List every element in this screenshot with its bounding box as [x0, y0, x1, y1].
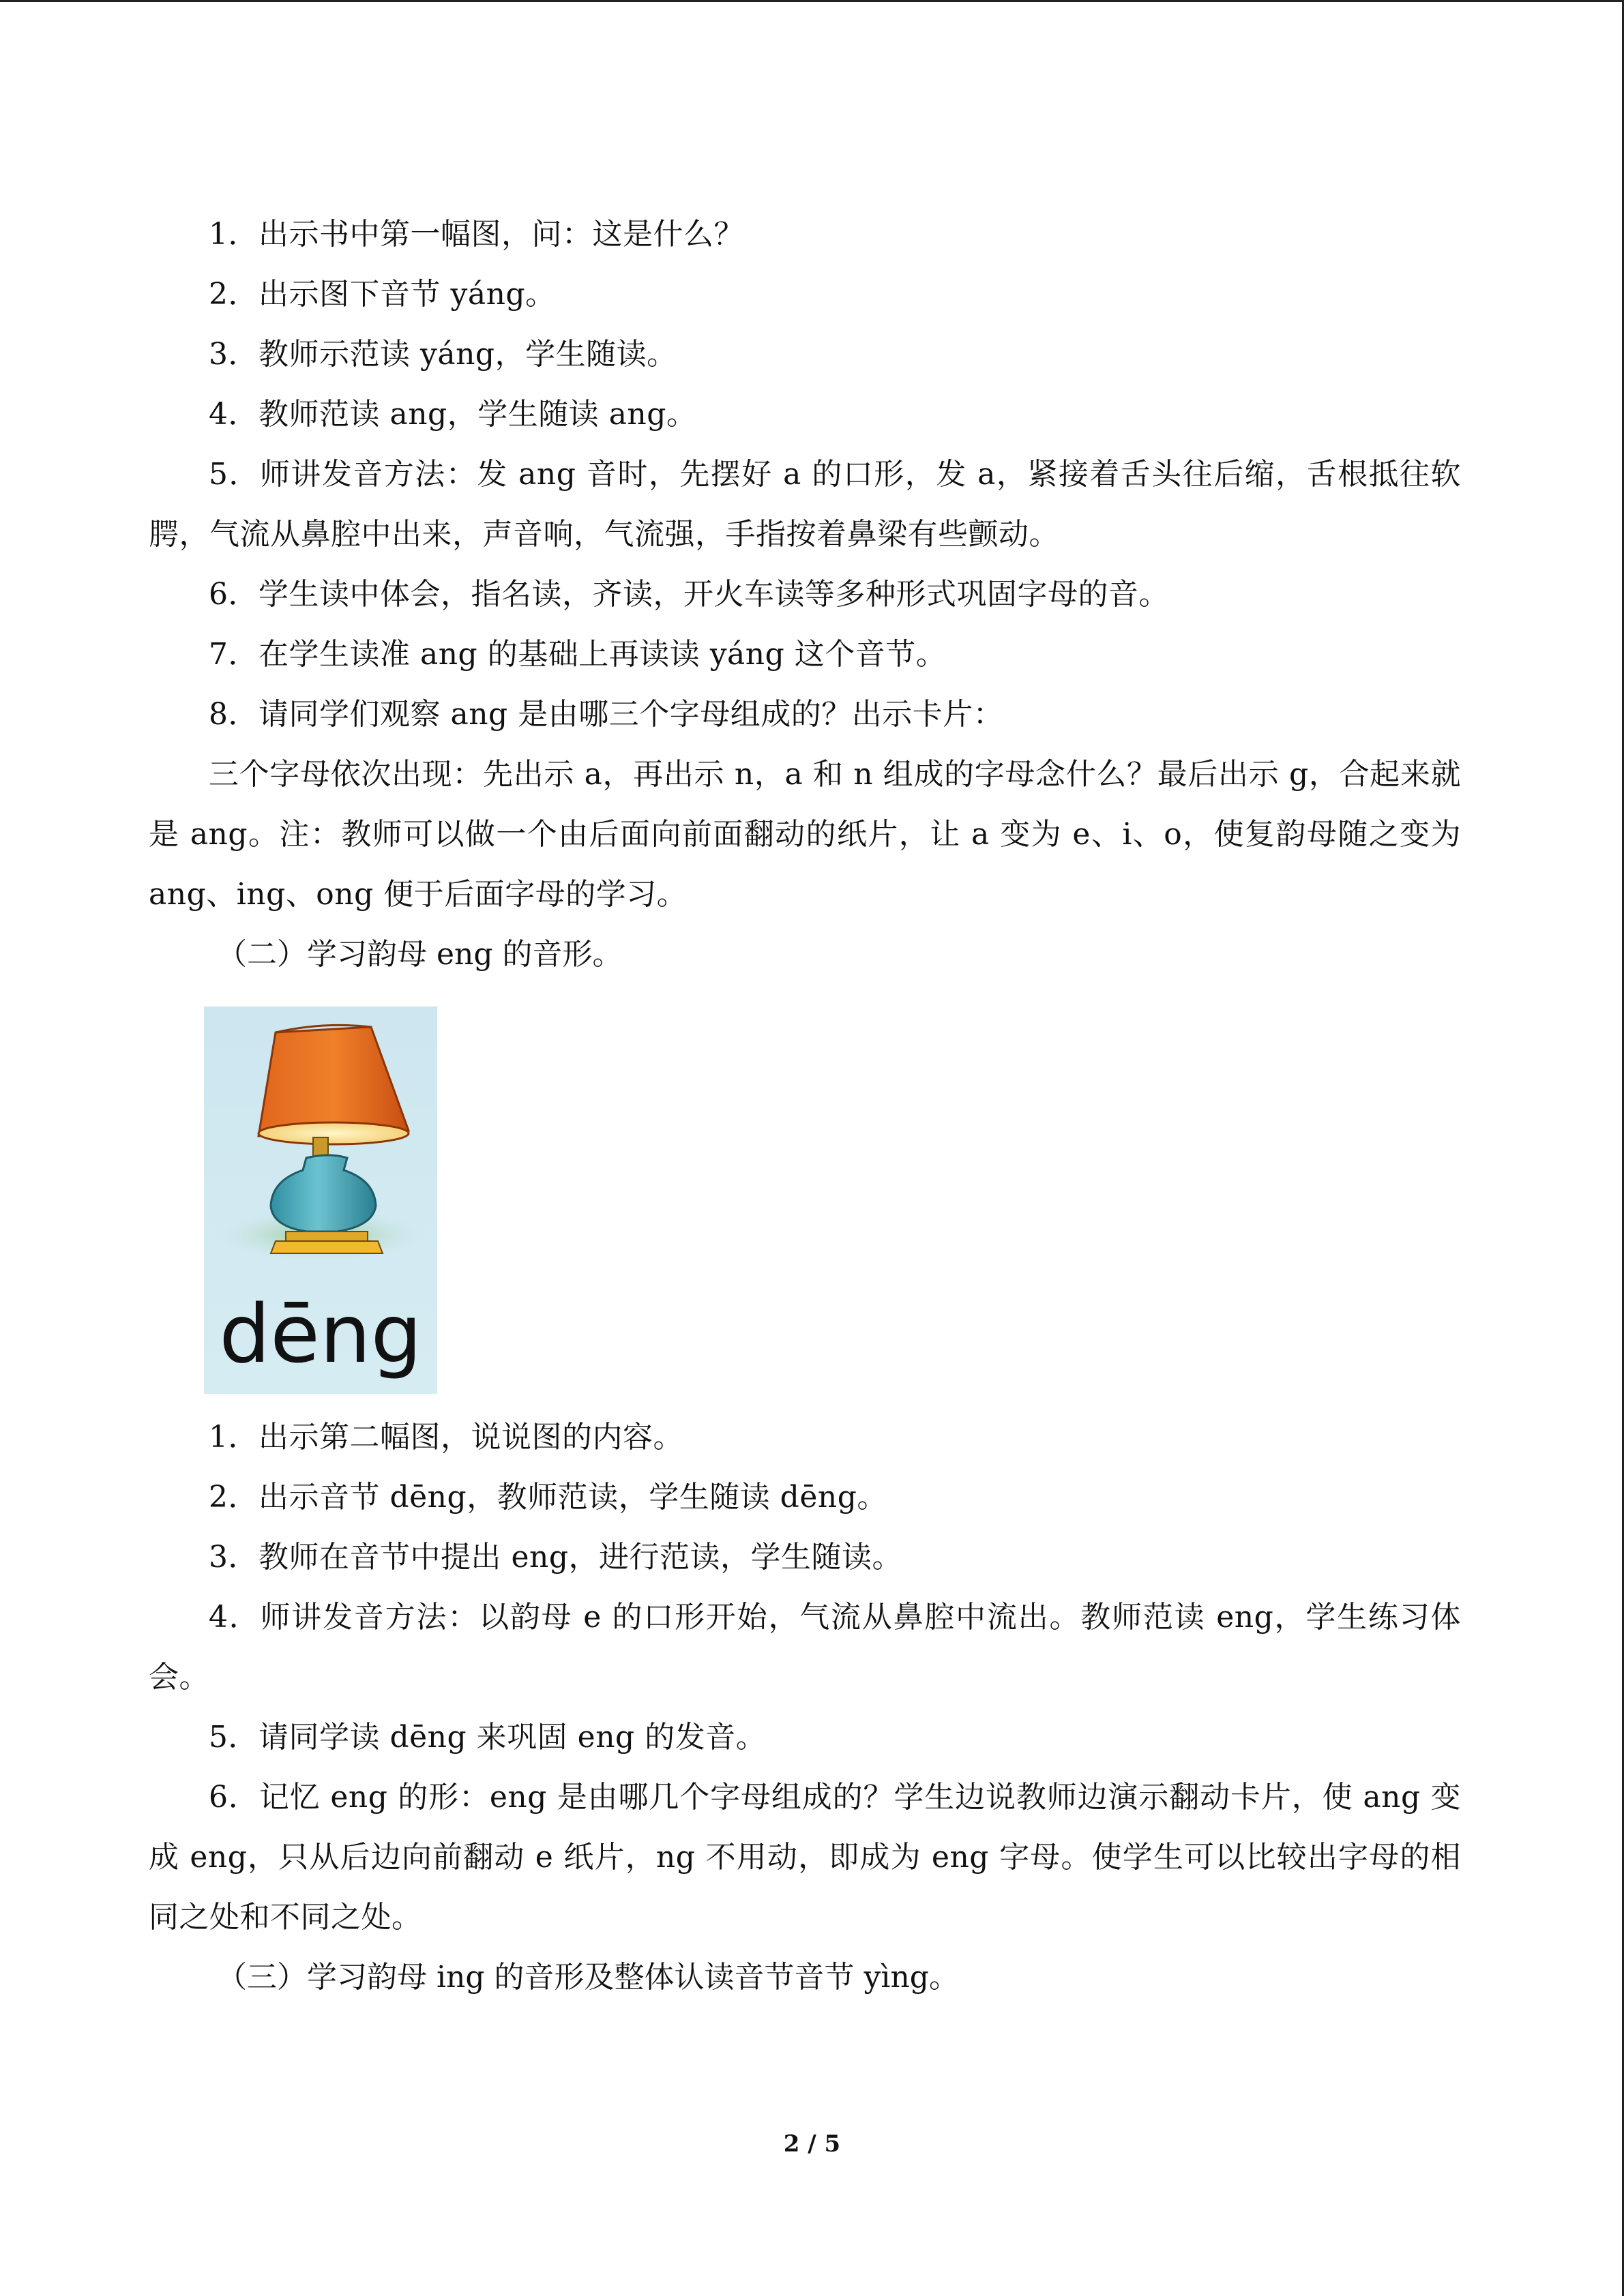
page-number: 2 / 5 — [783, 2130, 841, 2158]
pinyin-label: dēng — [219, 1287, 422, 1381]
paragraph: 3．教师在音节中提出 eng，进行范读，学生随读。 — [209, 1540, 903, 1575]
section-heading: （二）学习韵母 eng 的音形。 — [217, 937, 623, 972]
paragraph: 3．教师示范读 yáng，学生随读。 — [209, 337, 677, 372]
paragraph: 5．请同学读 dēng 来巩固 eng 的发音。 — [209, 1720, 767, 1755]
paragraph: 7．在学生读准 ang 的基础上再读读 yáng 这个音节。 — [209, 637, 947, 672]
figure — [149, 985, 1461, 1407]
paragraph: 4．师讲发音方法：以韵母 e 的口形开始，气流从鼻腔中流出。教师范读 eng，学生练习体会。 — [149, 1600, 1461, 1695]
section-heading: （三）学习韵母 ing 的音形及整体认读音节音节 yìng。 — [217, 1960, 959, 1995]
paragraph: 8．请同学们观察 ang 是由哪三个字母组成的？出示卡片： — [209, 697, 1004, 732]
paragraph: 5．师讲发音方法：发 ang 音时，先摆好 a 的口形，发 a，紧接着舌头往后缩，舌根抵往软腭，气流从鼻腔中出来，声音响，气流强，手指按着鼻梁有些颤动。 — [149, 457, 1461, 552]
paragraph: 2．出示图下音节 yáng。 — [209, 277, 556, 312]
paragraph: 1．出示书中第一幅图，问：这是什么？ — [209, 217, 744, 252]
paragraph: 1．出示第二幅图，说说图的内容。 — [209, 1420, 683, 1455]
document-body — [149, 205, 1461, 2008]
page-border-top — [0, 0, 1624, 2]
paragraph: 2．出示音节 dēng，教师范读，学生随读 dēng。 — [209, 1480, 887, 1515]
lamp-illustration — [204, 1007, 437, 1394]
paragraph: 三个字母依次出现：先出示 a，再出示 n，a 和 n 组成的字母念什么？最后出示 g，合起来就是 ang。注：教师可以做一个由后面向前面翻动的纸片，让 a 变为 e、i、o，使复韵母随之变为 ang、ing、ong 便于后面字母的学习。 — [149, 757, 1461, 912]
paragraph: 6．学生读中体会，指名读，齐读，开火车读等多种形式巩固字母的音。 — [209, 577, 1169, 612]
paragraph: 6．记忆 eng 的形：eng 是由哪几个字母组成的？学生边说教师边演示翻动卡片，使 ang 变成 eng，只从后边向前翻动 e 纸片，ng 不用动，即成为 eng 字母。使学生可以比较出字母的相同之处和不同之处。 — [149, 1780, 1461, 1935]
paragraph: 4．教师范读 ang，学生随读 ang。 — [209, 397, 697, 432]
